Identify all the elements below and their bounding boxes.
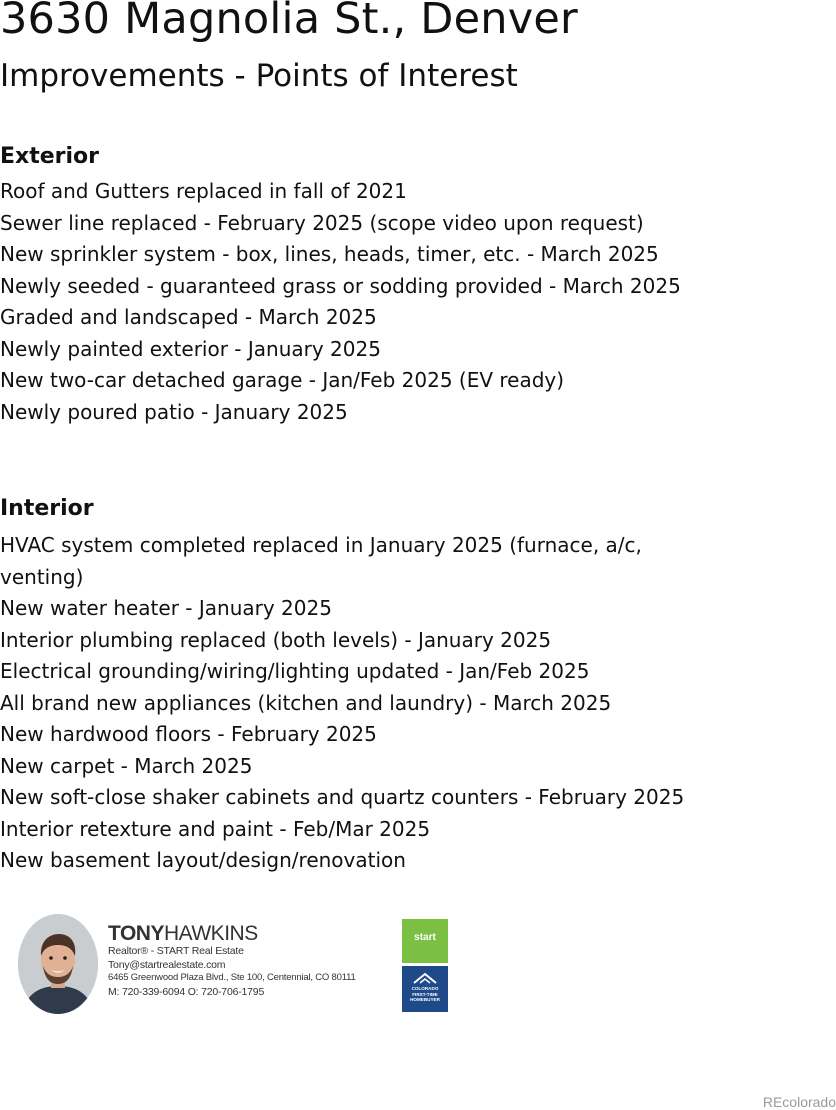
colorado-homebuyer-logo bbox=[402, 966, 448, 1012]
list-item: Sewer line replaced - February 2025 (scope video upon request) bbox=[0, 210, 644, 235]
colorado-logo-text: COLORADO FIRST-TIME HOMEBUYER bbox=[410, 986, 440, 1002]
agent-address: 6465 Greenwood Plaza Blvd., Ste 100, Centennial, CO 80111 bbox=[108, 972, 356, 983]
agent-photo-icon bbox=[18, 914, 98, 1014]
agent-last-name: HAWKINS bbox=[163, 922, 258, 945]
exterior-heading: Exterior bbox=[0, 144, 100, 169]
watermark: REcolorado bbox=[762, 1094, 836, 1110]
list-item: Newly painted exterior - January 2025 bbox=[0, 336, 381, 361]
interior-list bbox=[0, 530, 720, 877]
agent-first-name: TONY bbox=[108, 922, 164, 945]
list-item: HVAC system completed replaced in January 2025 (furnace, a/c, venting) bbox=[0, 533, 642, 589]
list-item: Newly seeded - guaranteed grass or sodding provided - March 2025 bbox=[0, 273, 681, 298]
list-item: Interior retexture and paint - Feb/Mar 2025 bbox=[0, 816, 431, 841]
list-item: All brand new appliances (kitchen and laundry) - March 2025 bbox=[0, 690, 612, 715]
agent-email: Tony@startrealestate.com bbox=[108, 959, 226, 971]
agent-role: Realtor® - START Real Estate bbox=[108, 945, 244, 957]
mountain-icon bbox=[402, 969, 448, 987]
list-item: New basement layout/design/renovation bbox=[0, 848, 406, 872]
list-item: New two-car detached garage - Jan/Feb 2025 (EV ready) bbox=[0, 368, 565, 392]
list-item: Electrical grounding/wiring/lighting updated - Jan/Feb 2025 bbox=[0, 659, 590, 683]
avatar bbox=[18, 914, 98, 1014]
agent-card bbox=[18, 912, 458, 1022]
list-item: Newly poured patio - January 2025 bbox=[0, 399, 348, 424]
list-item: Roof and Gutters replaced in fall of 2021 bbox=[0, 179, 407, 203]
page-subtitle: Improvements - Points of Interest bbox=[0, 58, 518, 94]
page-title: 3630 Magnolia St., Denver bbox=[0, 0, 578, 44]
exterior-list bbox=[0, 176, 681, 428]
interior-heading: Interior bbox=[0, 496, 94, 521]
start-logo: start bbox=[402, 919, 448, 963]
agent-phones: M: 720-339-6094 O: 720-706-1795 bbox=[108, 986, 265, 998]
list-item: New water heater - January 2025 bbox=[0, 596, 332, 620]
list-item: New soft-close shaker cabinets and quartz counters - February 2025 bbox=[0, 785, 685, 809]
list-item: New hardwood floors - February 2025 bbox=[0, 722, 377, 746]
list-item: Interior plumbing replaced (both levels) - January 2025 bbox=[0, 627, 552, 652]
list-item: New carpet - March 2025 bbox=[0, 753, 253, 778]
list-item: Graded and landscaped - March 2025 bbox=[0, 305, 377, 329]
agent-name bbox=[108, 922, 258, 946]
list-item: New sprinkler system - box, lines, heads, timer, etc. - March 2025 bbox=[0, 242, 659, 266]
